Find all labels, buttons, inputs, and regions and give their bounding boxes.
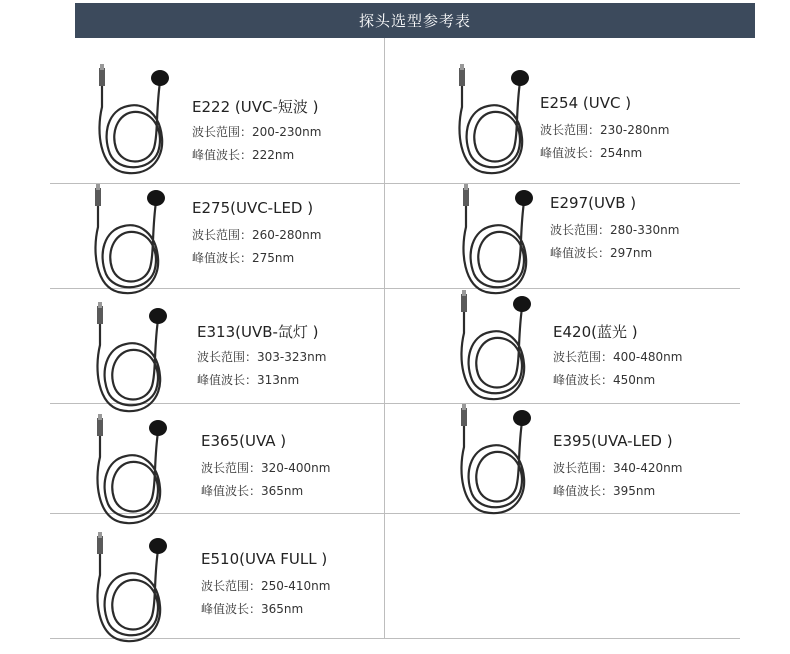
sensor-head-icon [149,308,167,324]
peak-wavelength [192,146,294,163]
sensor-head-icon [515,190,533,206]
probe-model: E365(UVA ) [201,432,287,450]
probe-sensor-image [456,182,546,302]
wavelength-range-label: 波长范围： [550,223,611,237]
probe-model: E222 (UVC-短波 ) [192,98,319,116]
sensor-head-icon [151,70,169,86]
sensor-head-icon [513,410,531,426]
peak-wavelength-label: 峰值波长： [197,373,258,387]
sensor-head-icon [149,538,167,554]
peak-wavelength-value: 275nm [252,251,295,265]
peak-wavelength [192,249,294,266]
wavelength-range [553,348,682,365]
peak-wavelength-value: 222nm [252,148,295,162]
probe-model: E275(UVC-LED ) [192,199,314,217]
wavelength-range-value: 280-330nm [610,223,680,237]
wavelength-range-label: 波长范围： [201,579,262,593]
wavelength-range-label: 波长范围： [192,228,253,242]
peak-wavelength-label: 峰值波长： [540,146,601,160]
peak-wavelength-label: 峰值波长： [553,373,614,387]
cable-coil [95,202,158,293]
peak-wavelength [201,600,303,617]
probe-image [92,62,182,186]
sensor-head-icon [513,296,531,312]
probe-sensor-image [90,412,180,532]
peak-wavelength-value: 313nm [257,373,300,387]
probe-sensor-image [454,288,544,408]
peak-wavelength-label: 峰值波长： [553,484,614,498]
table-title: 探头选型参考表 [358,12,471,30]
column-divider [384,38,385,638]
sensor-head-icon [147,190,165,206]
cable-coil [459,82,522,173]
wavelength-range-label: 波长范围： [201,461,262,475]
probe-sensor-image [454,402,544,522]
probe-image [90,300,180,424]
cable-coil [461,422,524,513]
cable-connector-icon [95,188,101,206]
peak-wavelength-value: 450nm [613,373,656,387]
peak-wavelength-label: 峰值波长： [201,602,262,616]
peak-wavelength-label: 峰值波长： [201,484,262,498]
cable-coil [463,202,526,293]
probe-model: E420(蓝光 ) [553,323,638,341]
wavelength-range [201,577,330,594]
wavelength-range-value: 230-280nm [600,123,670,137]
peak-wavelength [201,482,303,499]
peak-wavelength [553,482,655,499]
wavelength-range [540,121,669,138]
wavelength-range [553,459,682,476]
probe-model: E510(UVA FULL ) [201,550,328,568]
wavelength-range-label: 波长范围： [192,125,253,139]
peak-wavelength [540,144,642,161]
wavelength-range [192,123,321,140]
wavelength-range [201,459,330,476]
probe-image [90,412,180,536]
probe-model: E395(UVA-LED ) [553,432,673,450]
peak-wavelength [197,371,299,388]
probe-image [90,530,180,654]
table-title-bar [75,3,755,38]
probe-sensor-image [92,62,182,182]
cable-connector-icon [97,306,103,324]
probe-sensor-image [90,530,180,650]
cable-coil [99,82,162,173]
cable-coil [97,320,160,411]
peak-wavelength-value: 395nm [613,484,656,498]
peak-wavelength [550,244,652,261]
probe-sensor-image [90,300,180,420]
cable-coil [97,550,160,641]
cable-connector-icon [459,68,465,86]
wavelength-range-value: 200-230nm [252,125,322,139]
wavelength-range [197,348,326,365]
peak-wavelength-label: 峰值波长： [192,148,253,162]
peak-wavelength [553,371,655,388]
probe-image [454,288,544,412]
wavelength-range-value: 340-420nm [613,461,683,475]
wavelength-range [192,226,321,243]
wavelength-range-value: 260-280nm [252,228,322,242]
wavelength-range-label: 波长范围： [540,123,601,137]
cable-coil [97,432,160,523]
cable-connector-icon [463,188,469,206]
peak-wavelength-value: 365nm [261,484,304,498]
peak-wavelength-value: 297nm [610,246,653,260]
cable-connector-icon [97,536,103,554]
cable-coil [461,308,524,399]
peak-wavelength-value: 365nm [261,602,304,616]
wavelength-range-value: 400-480nm [613,350,683,364]
probe-image [452,62,542,186]
peak-wavelength-label: 峰值波长： [550,246,611,260]
probe-model: E254 (UVC ) [540,94,632,112]
cable-connector-icon [99,68,105,86]
sensor-head-icon [149,420,167,436]
cable-connector-icon [461,408,467,426]
wavelength-range [550,221,679,238]
probe-model: E297(UVB ) [550,194,637,212]
peak-wavelength-value: 254nm [600,146,643,160]
probe-image [454,402,544,526]
wavelength-range-label: 波长范围： [553,461,614,475]
wavelength-range-value: 320-400nm [261,461,331,475]
wavelength-range-value: 250-410nm [261,579,331,593]
peak-wavelength-label: 峰值波长： [192,251,253,265]
wavelength-range-label: 波长范围： [197,350,258,364]
cable-connector-icon [97,418,103,436]
cable-connector-icon [461,294,467,312]
probe-image [88,182,178,306]
wavelength-range-label: 波长范围： [553,350,614,364]
probe-sensor-image [452,62,542,182]
wavelength-range-value: 303-323nm [257,350,327,364]
sensor-head-icon [511,70,529,86]
probe-sensor-image [88,182,178,302]
probe-model: E313(UVB-氙灯 ) [197,323,319,341]
